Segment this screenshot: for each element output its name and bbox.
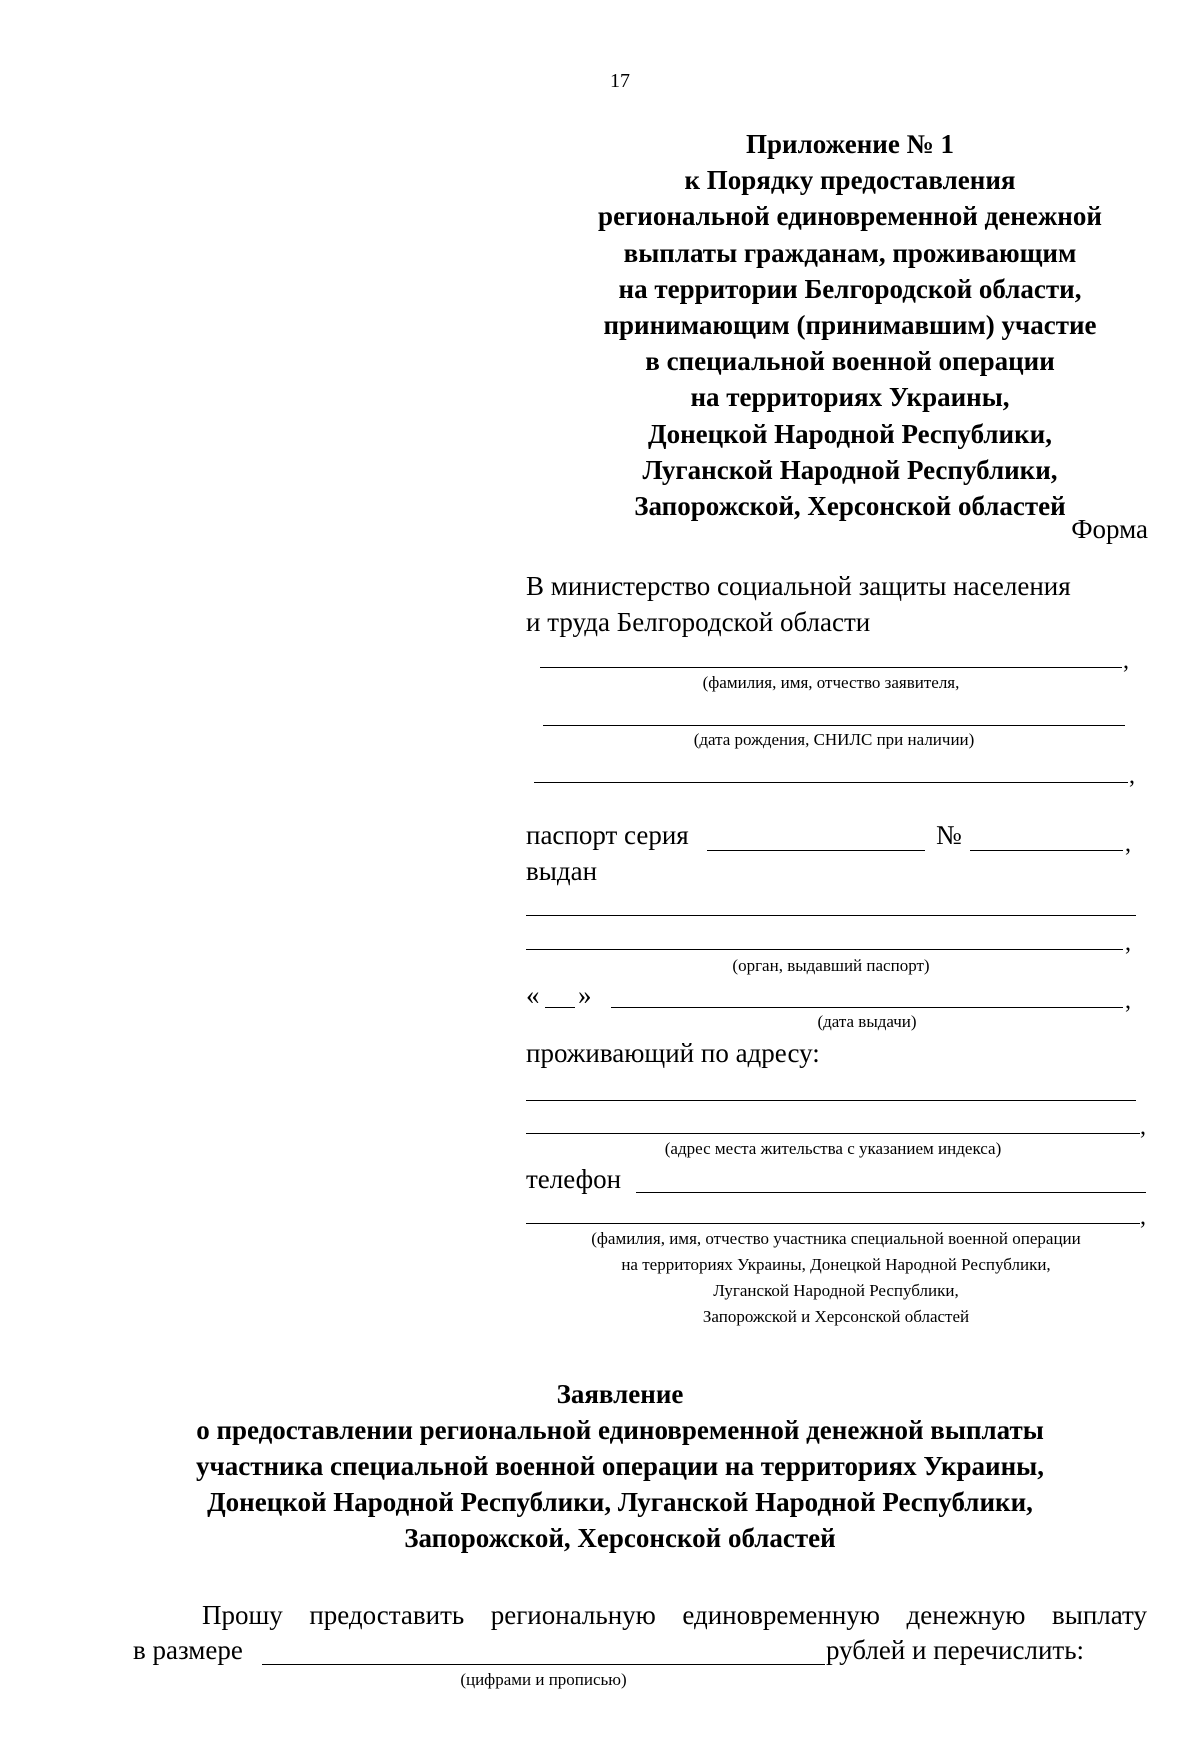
statement-heading [0,1376,1200,1556]
passport-issued-label: выдан [526,856,598,886]
participant-caption-line: Луганской Народной Республики, [713,1281,959,1300]
amount-suffix: рублей и перечислить: [826,1635,1085,1665]
statement-line: о предоставлении региональной единовременной денежной выплаты [196,1415,1044,1445]
appendix-line: к Порядку предоставления [684,165,1016,196]
birth-snils-field[interactable] [543,725,1125,726]
appendix-line: принимающим (принимавшим) участие [603,310,1097,341]
passport-series-label: паспорт серия [526,820,689,850]
passport-series-field[interactable] [707,850,925,851]
comma: , [1140,1204,1146,1230]
request-text: Прошу предоставить региональную единовременную денежную выплату [202,1600,1147,1630]
issuing-authority-caption: (орган, выдавший паспорт) [732,956,930,975]
amount-caption: (цифрами и прописью) [460,1670,627,1689]
applicant-name-caption: (фамилия, имя, отчество заявителя, [702,673,960,692]
comma: , [1140,1114,1146,1140]
phone-field[interactable] [636,1192,1146,1193]
birth-snils-caption: (дата рождения, СНИЛС при наличии) [693,730,975,749]
page-number: 17 [610,70,630,92]
form-label: Форма [1071,514,1148,544]
address-field-2[interactable] [526,1133,1140,1134]
appendix-line: Приложение № 1 [746,129,954,159]
participant-caption [526,1226,1146,1330]
appendix-line: Луганской Народной Республики, [642,454,1058,485]
addressee [526,568,1071,640]
participant-caption-line: (фамилия, имя, отчество участника специальной военной операции [591,1229,1081,1248]
residence-label: проживающий по адресу: [526,1038,820,1068]
amount-field[interactable] [262,1664,825,1665]
addressee-line: и труда Белгородской области [526,607,871,637]
appendix-line: региональной единовременной денежной [598,201,1102,232]
addressee-line: В министерство социальной защиты населения [526,571,1071,601]
applicant-extra-field[interactable] [534,782,1128,783]
participant-caption-line: Запорожской и Херсонской областей [702,1307,970,1326]
appendix-line: на территории Белгородской области, [618,273,1082,304]
issue-date-field[interactable] [611,1007,1123,1008]
amount-prefix: в размере [133,1635,243,1665]
issue-day-field[interactable] [545,1007,575,1008]
address-caption: (адрес места жительства с указанием индекса) [664,1139,1002,1158]
statement-title: Заявление [556,1379,684,1409]
applicant-name-field[interactable] [540,667,1122,668]
statement-line: участника специальной военной операции на территориях Украины, [195,1451,1045,1481]
statement-line: Донецкой Народной Республики, Луганской Народной Республики, [207,1487,1033,1517]
appendix-line: выплаты гражданам, проживающим [623,237,1077,268]
passport-number-field[interactable] [970,850,1123,851]
appendix-line: в специальной военной операции [645,346,1055,377]
address-field[interactable] [526,1100,1136,1101]
appendix-line: на территориях Украины, [690,382,1010,413]
comma: , [1125,930,1131,956]
issuing-authority-field[interactable] [526,915,1136,916]
quote-open: « [526,980,540,1010]
comma: , [1129,763,1135,789]
appendix-line: Донецкой Народной Республики, [648,418,1052,449]
issuing-authority-field-2[interactable] [526,949,1123,950]
participant-caption-line: на территориях Украины, Донецкой Народной Республики, [621,1255,1051,1274]
comma: , [1125,831,1131,857]
appendix-line: Запорожской, Херсонской областей [634,491,1066,522]
passport-number-label: № [936,820,962,850]
statement-line: Запорожской, Херсонской областей [404,1523,836,1553]
quote-close: » [578,980,592,1010]
participant-name-field[interactable] [526,1223,1140,1224]
appendix-header [560,126,1140,524]
comma: , [1125,988,1131,1014]
comma: , [1123,648,1129,674]
issue-date-caption: (дата выдачи) [817,1012,917,1031]
phone-label: телефон [526,1164,622,1194]
